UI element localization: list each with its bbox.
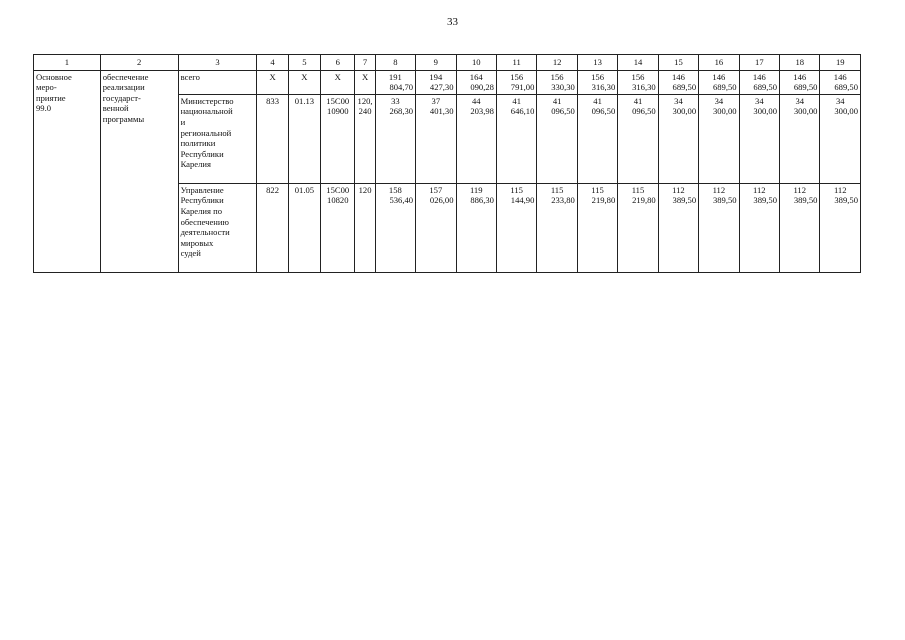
- event-purpose-cell-line: обеспечение: [102, 71, 149, 82]
- event-name-cell: [34, 70, 101, 272]
- amount-cell-line: 157: [429, 184, 443, 195]
- executor-cell: [178, 94, 257, 183]
- column-number: 10: [456, 55, 496, 71]
- executor-cell-line: Карелия по: [180, 205, 222, 216]
- executor-cell: [178, 70, 257, 94]
- column-number: 11: [496, 55, 536, 71]
- amount-cell-line: 156: [591, 71, 604, 82]
- column-number: 8: [375, 55, 415, 71]
- amount-cell: [496, 70, 536, 94]
- amount-cell: [739, 94, 779, 183]
- column-number: 15: [658, 55, 698, 71]
- amount-cell-line: 115: [510, 184, 523, 195]
- code-cell: 833: [257, 94, 288, 183]
- amount-cell: [699, 70, 739, 94]
- amount-cell-line: 203,98: [470, 106, 494, 117]
- amount-cell: [375, 70, 415, 94]
- amount-cell: [496, 183, 536, 272]
- amount-cell-line: 41: [593, 95, 602, 106]
- amount-cell-line: 300,00: [793, 106, 818, 117]
- column-number: 12: [537, 55, 577, 71]
- amount-cell-line: 146: [793, 71, 807, 82]
- amount-cell-line: 41: [512, 95, 521, 106]
- expense-type-cell: [355, 183, 375, 272]
- amount-cell-line: 096,50: [591, 106, 616, 117]
- page-number: 33: [447, 16, 458, 28]
- amount-cell-line: 112: [793, 184, 807, 195]
- amount-cell: [416, 183, 456, 272]
- column-number: 13: [577, 55, 617, 71]
- amount-cell-line: 096,50: [551, 106, 575, 117]
- target-article-cell-line: 10820: [327, 195, 349, 206]
- amount-cell-line: 886,30: [470, 195, 494, 206]
- amount-cell-line: 689,50: [834, 82, 858, 93]
- target-article-cell: [321, 183, 355, 272]
- amount-cell-line: 144,90: [510, 195, 535, 206]
- amount-cell-line: 689,50: [672, 82, 697, 93]
- target-article-cell-line: X: [334, 71, 341, 82]
- executor-cell-line: региональной: [180, 127, 232, 138]
- amount-cell-line: 689,50: [753, 82, 778, 93]
- amount-cell-line: 389,50: [753, 195, 778, 206]
- amount-cell-line: 536,40: [389, 195, 414, 206]
- amount-cell-line: 41: [552, 95, 562, 106]
- event-purpose-cell: [100, 70, 178, 272]
- amount-cell-line: 34: [795, 95, 805, 106]
- executor-cell-line: Карелия: [180, 159, 211, 170]
- amount-cell-line: 34: [835, 95, 845, 106]
- amount-cell: [537, 94, 577, 183]
- amount-cell: [820, 94, 861, 183]
- amount-cell-line: 646,10: [510, 106, 535, 117]
- amount-cell: [820, 183, 861, 272]
- amount-cell: [780, 183, 820, 272]
- amount-cell: [780, 94, 820, 183]
- executor-cell-line: национальной: [180, 106, 233, 117]
- event-name-cell-line: меро-: [36, 82, 57, 93]
- amount-cell-line: 41: [633, 95, 643, 106]
- target-article-cell: [321, 94, 355, 183]
- amount-cell: [820, 70, 861, 94]
- column-number-row: [34, 55, 861, 71]
- amount-cell-line: 115: [591, 184, 604, 195]
- amount-cell-line: 146: [752, 71, 766, 82]
- amount-cell-line: 191: [388, 71, 402, 82]
- executor-cell-line: и: [180, 116, 186, 127]
- column-number: 1: [34, 55, 101, 71]
- amount-cell: [375, 94, 415, 183]
- amount-cell-line: 300,00: [672, 106, 697, 117]
- amount-cell: [456, 70, 496, 94]
- target-article-cell-line: 10900: [327, 106, 349, 117]
- amount-cell-line: 401,30: [429, 106, 454, 117]
- column-number: 9: [416, 55, 456, 71]
- amount-cell: [658, 70, 698, 94]
- amount-cell: [577, 94, 617, 183]
- amount-cell-line: 300,00: [753, 106, 778, 117]
- section-cell: 01.13: [288, 94, 320, 183]
- amount-cell: [577, 183, 617, 272]
- amount-cell-line: 389,50: [834, 195, 858, 206]
- executor-cell-line: судей: [180, 248, 201, 259]
- expense-type-cell-line: 240: [358, 106, 372, 117]
- amount-cell: [456, 94, 496, 183]
- executor-cell-line: всего: [180, 71, 200, 82]
- amount-cell-line: 112: [672, 184, 685, 195]
- column-number: 18: [780, 55, 820, 71]
- amount-cell-line: 194: [429, 71, 443, 82]
- target-article-cell-line: 15С00: [326, 184, 350, 195]
- column-number: 3: [178, 55, 257, 71]
- amount-cell-line: 026,00: [429, 195, 454, 206]
- event-purpose-cell-line: реализации: [102, 82, 145, 93]
- budget-table: [33, 54, 861, 273]
- amount-cell: [416, 70, 456, 94]
- amount-cell-line: 112: [712, 184, 726, 195]
- column-number: 5: [288, 55, 320, 71]
- event-purpose-cell-line: государст-: [102, 92, 141, 103]
- column-number: 4: [257, 55, 288, 71]
- column-number: 2: [100, 55, 178, 71]
- amount-cell-line: 164: [469, 71, 483, 82]
- amount-cell: [496, 94, 536, 183]
- section-cell: X: [288, 70, 320, 94]
- amount-cell-line: 112: [833, 184, 847, 195]
- amount-cell: [375, 183, 415, 272]
- event-name-cell-line: 99.0: [36, 103, 52, 114]
- amount-cell-line: 804,70: [389, 82, 414, 93]
- amount-cell-line: 268,30: [389, 106, 414, 117]
- expense-type-cell: [355, 94, 375, 183]
- amount-cell: [658, 183, 698, 272]
- amount-cell-line: 156: [510, 71, 524, 82]
- event-name-cell-line: Основное: [36, 71, 72, 82]
- executor-cell-line: мировых: [180, 237, 214, 248]
- amount-cell: [416, 94, 456, 183]
- section-cell: 01.05: [288, 183, 320, 272]
- expense-type-cell-line: 120,: [357, 95, 373, 106]
- table-row: [34, 70, 861, 94]
- column-number: 16: [699, 55, 739, 71]
- event-purpose-cell-line: программы: [102, 113, 145, 124]
- executor-cell-line: политики: [180, 138, 216, 149]
- column-number: 17: [739, 55, 779, 71]
- amount-cell-line: 219,80: [632, 195, 656, 206]
- code-cell: 822: [257, 183, 288, 272]
- amount-cell: [537, 183, 577, 272]
- amount-cell-line: 316,30: [632, 82, 656, 93]
- amount-cell: [577, 70, 617, 94]
- expense-type-cell-line: 120: [358, 184, 372, 195]
- amount-cell-line: 33: [391, 95, 400, 106]
- amount-cell-line: 146: [671, 71, 685, 82]
- amount-cell-line: 300,00: [712, 106, 737, 117]
- amount-cell: [537, 70, 577, 94]
- amount-cell-line: 37: [431, 95, 441, 106]
- amount-cell-line: 158: [388, 184, 402, 195]
- amount-cell-line: 791,00: [510, 82, 535, 93]
- amount-cell-line: 34: [674, 95, 683, 106]
- amount-cell-line: 389,50: [793, 195, 818, 206]
- amount-cell: [658, 94, 698, 183]
- amount-cell: [699, 94, 739, 183]
- column-number: 14: [618, 55, 658, 71]
- amount-cell-line: 112: [753, 184, 766, 195]
- amount-cell-line: 096,50: [632, 106, 656, 117]
- amount-cell-line: 389,50: [712, 195, 737, 206]
- executor-cell: [178, 183, 257, 272]
- amount-cell-line: 219,80: [591, 195, 616, 206]
- amount-cell-line: 689,50: [793, 82, 818, 93]
- amount-cell-line: 689,50: [712, 82, 737, 93]
- amount-cell-line: 146: [712, 71, 726, 82]
- amount-cell-line: 300,00: [834, 106, 858, 117]
- amount-cell-line: 156: [631, 71, 645, 82]
- amount-cell: [618, 94, 658, 183]
- amount-cell-line: 389,50: [672, 195, 697, 206]
- amount-cell-line: 427,30: [429, 82, 454, 93]
- amount-cell: [780, 70, 820, 94]
- executor-cell-line: обеспечению: [180, 216, 229, 227]
- expense-type-cell: [355, 70, 375, 94]
- amount-cell: [456, 183, 496, 272]
- amount-cell-line: 44: [471, 95, 481, 106]
- target-article-cell-line: 15С00: [326, 95, 350, 106]
- executor-cell-line: Республики: [180, 195, 224, 206]
- executor-cell-line: Министерство: [180, 95, 234, 106]
- amount-cell-line: 330,30: [551, 82, 575, 93]
- expense-type-cell-line: X: [361, 71, 369, 82]
- amount-cell: [618, 70, 658, 94]
- executor-cell-line: деятельности: [180, 227, 230, 238]
- column-number: 7: [355, 55, 375, 71]
- amount-cell: [739, 70, 779, 94]
- amount-cell-line: 316,30: [591, 82, 616, 93]
- code-cell: X: [257, 70, 288, 94]
- column-number: 6: [321, 55, 355, 71]
- amount-cell: [739, 183, 779, 272]
- event-purpose-cell-line: венной: [102, 103, 129, 114]
- amount-cell-line: 156: [550, 71, 564, 82]
- amount-cell-line: 34: [755, 95, 764, 106]
- executor-cell-line: Управление: [180, 184, 224, 195]
- amount-cell-line: 119: [469, 184, 483, 195]
- amount-cell: [618, 183, 658, 272]
- event-name-cell-line: приятие: [36, 92, 66, 103]
- amount-cell-line: 115: [631, 184, 645, 195]
- target-article-cell: [321, 70, 355, 94]
- amount-cell-line: 090,28: [470, 82, 494, 93]
- amount-cell: [699, 183, 739, 272]
- amount-cell-line: 233,80: [551, 195, 575, 206]
- column-number: 19: [820, 55, 861, 71]
- executor-cell-line: Республики: [180, 148, 224, 159]
- amount-cell-line: 146: [833, 71, 847, 82]
- amount-cell-line: 115: [550, 184, 564, 195]
- amount-cell-line: 34: [714, 95, 724, 106]
